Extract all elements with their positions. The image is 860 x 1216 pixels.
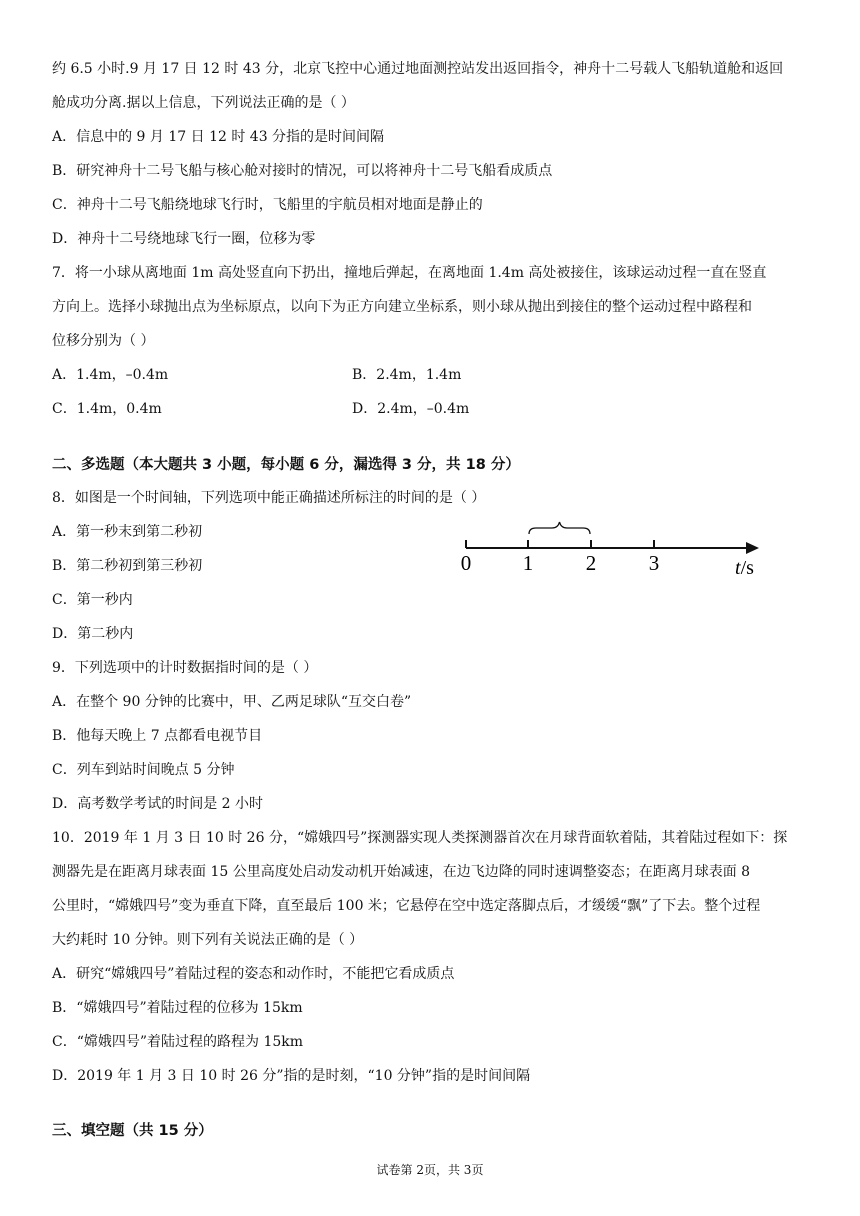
q7-option-c: C．1.4m，0.4m (52, 401, 162, 417)
time-axis-arrowhead (746, 542, 759, 554)
section-2-heading: 二、多选题（本大题共 3 小题，每小题 6 分，漏选得 3 分，共 18 分） (52, 457, 520, 473)
q7-stem-line-1: 7．将一小球从离地面 1m 高处竖直向下扔出，撞地后弹起，在离地面 1.4m 高处被接住，该球运动过程一直在竖直 (52, 265, 767, 281)
q9-option-a: A．在整个 90 分钟的比赛中，甲、乙两足球队“互交白卷” (52, 694, 412, 710)
time-axis-label-2: 2 (585, 551, 597, 575)
q7-option-b: B．2.4m，1.4m (352, 367, 462, 383)
q6-option-b: B．研究神舟十二号飞船与核心舱对接时的情况，可以将神舟十二号飞船看成质点 (52, 163, 553, 179)
q8-option-a: A．第一秒末到第二秒初 (52, 524, 203, 540)
q10-option-a: A．研究“嫦娥四号”着陆过程的姿态和动作时，不能把它看成质点 (52, 966, 455, 982)
time-axis-variable: t (735, 557, 741, 579)
time-axis-unit: /s (740, 557, 754, 579)
q10-option-c: C．“嫦娥四号”着陆过程的路程为 15km (52, 1034, 304, 1050)
q10-stem-line-4: 大约耗时 10 分钟。则下列有关说法正确的是（ ） (52, 932, 364, 948)
q6-option-d: D．神舟十二号绕地球飞行一圈，位移为零 (52, 231, 316, 247)
q7-stem-line-2: 方向上。选择小球抛出点为坐标原点，以向下为正方向建立坐标系，则小球从抛出到接住的整个运动过程中路程和 (52, 299, 752, 315)
q8-option-d: D．第二秒内 (52, 626, 134, 642)
q8-stem: 8．如图是一个时间轴，下列选项中能正确描述所标注的时间的是（ ） (52, 490, 486, 506)
time-axis-brace (529, 522, 590, 534)
time-axis-label-3: 3 (648, 551, 660, 575)
q7-option-d: D．2.4m，–0.4m (352, 401, 470, 417)
q10-stem-line-1: 10．2019 年 1 月 3 日 10 时 26 分，“嫦娥四号”探测器实现人类探测器首次在月球背面软着陆，其着陆过程如下：探 (52, 830, 788, 846)
q9-option-b: B．他每天晚上 7 点都看电视节目 (52, 728, 263, 744)
q8-option-b: B．第二秒初到第三秒初 (52, 558, 203, 574)
q9-stem: 9．下列选项中的计时数据指时间的是（ ） (52, 660, 318, 676)
time-axis-figure (448, 520, 768, 582)
q9-option-d: D．高考数学考试的时间是 2 小时 (52, 796, 264, 812)
q9-option-c: C．列车到站时间晚点 5 分钟 (52, 762, 235, 778)
page-footer: 试卷第 2页，共 3页 (376, 1163, 484, 1177)
section-3-heading: 三、填空题（共 15 分） (52, 1123, 213, 1139)
q10-stem-line-3: 公里时，“嫦娥四号”变为垂直下降，直至最后 100 米；它悬停在空中选定落脚点后，才缓缓“飘”了下去。整个过程 (52, 898, 761, 914)
q6-option-c: C．神舟十二号飞船绕地球飞行时，飞船里的宇航员相对地面是静止的 (52, 197, 483, 213)
q6-option-a: A．信息中的 9 月 17 日 12 时 43 分指的是时间间隔 (52, 129, 385, 145)
q7-option-a: A．1.4m，–0.4m (52, 367, 169, 383)
q8-option-c: C．第一秒内 (52, 592, 133, 608)
q10-stem-line-2: 测器先是在距离月球表面 15 公里高度处启动发动机开始减速，在边飞边降的同时速调整姿态；在距离月球表面 8 (52, 864, 751, 880)
time-axis-label-1: 1 (522, 551, 534, 575)
time-axis-unit-label (735, 557, 754, 579)
time-axis-label-0: 0 (460, 551, 472, 575)
q10-option-b: B．“嫦娥四号”着陆过程的位移为 15km (52, 1000, 303, 1016)
q10-option-d: D．2019 年 1 月 3 日 10 时 26 分”指的是时刻，“10 分钟”指的是时间间隔 (52, 1068, 531, 1084)
q6-stem-line-1: 约 6.5 小时.9 月 17 日 12 时 43 分，北京飞控中心通过地面测控站发出返回指令，神舟十二号载人飞船轨道舱和返回 (52, 61, 784, 77)
q6-stem-line-2: 舱成功分离.据以上信息，下列说法正确的是（ ） (52, 95, 355, 111)
q7-stem-line-3: 位移分别为（ ） (52, 333, 155, 349)
